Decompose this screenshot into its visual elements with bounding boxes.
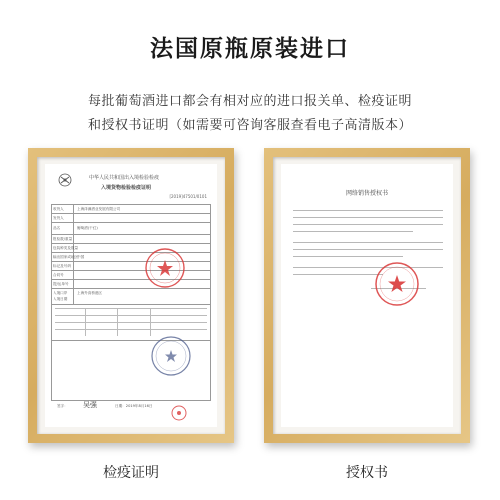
field-label: 入境口岸: [53, 291, 68, 295]
field-value: 中国: [77, 255, 85, 259]
authorization-letter: [281, 164, 453, 427]
field-label: 品名: [53, 226, 61, 230]
field-label: 包装种类及数量: [53, 246, 79, 250]
page-title: 法国原瓶原装进口: [150, 36, 350, 62]
field-label: 收货人: [53, 207, 64, 211]
field-label: 报检数/重量: [53, 237, 73, 241]
field-value: 葡萄酒(干红): [77, 226, 98, 230]
company-seal-icon: [373, 260, 421, 308]
text-line: [293, 249, 443, 250]
frame-mat: [37, 157, 225, 434]
field-label: 标记及号码: [53, 264, 71, 268]
text-line: [293, 224, 443, 225]
emblem-icon: [57, 172, 73, 188]
description-line-2: 和授权书证明（如需要可咨询客服查看电子高清版本）: [87, 118, 412, 133]
field-label: 合同号: [53, 273, 64, 277]
signature-label: 签字：: [57, 404, 68, 408]
letter-heading: 网络销售授权书: [345, 190, 388, 197]
quarantine-certificate: [45, 164, 217, 427]
text-line: [293, 256, 403, 257]
certificate-heading: 中华人民共和国出入境检验检疫: [89, 175, 160, 181]
signature: 吴强: [83, 401, 97, 409]
field-label: 提/运单号: [53, 282, 69, 286]
caption-authorization: 授权书: [346, 465, 388, 481]
picture-frame-authorization: [264, 148, 470, 443]
field-label: 输出国家或地区: [53, 255, 79, 259]
text-line: [293, 217, 443, 218]
field-label: 发货人: [53, 216, 64, 220]
field-value: 上海泽满酒业发展有限公司: [77, 207, 121, 211]
certificate-subheading: 入境货物检验检疫证明: [101, 185, 152, 191]
field-value: 上海外高桥港区: [77, 291, 103, 295]
text-line: [293, 210, 443, 211]
blue-seal-icon: [149, 334, 193, 378]
certificate-number: [2019]47501/0101: [169, 194, 207, 199]
picture-frame-quarantine: [28, 148, 234, 443]
small-red-seal-icon: [170, 404, 188, 422]
frame-mat: [273, 157, 461, 434]
field-label: 入境日期: [53, 297, 68, 301]
text-line: [293, 231, 413, 232]
text-line: [293, 274, 383, 275]
caption-quarantine: 检疫证明: [103, 465, 159, 481]
description-line-1: 每批葡萄酒进口都会有相对应的进口报关单、检疫证明: [87, 94, 412, 109]
red-seal-icon: [143, 246, 187, 290]
certificate-date: 日期：2019年8月16日: [115, 404, 153, 408]
text-line: [293, 242, 443, 243]
